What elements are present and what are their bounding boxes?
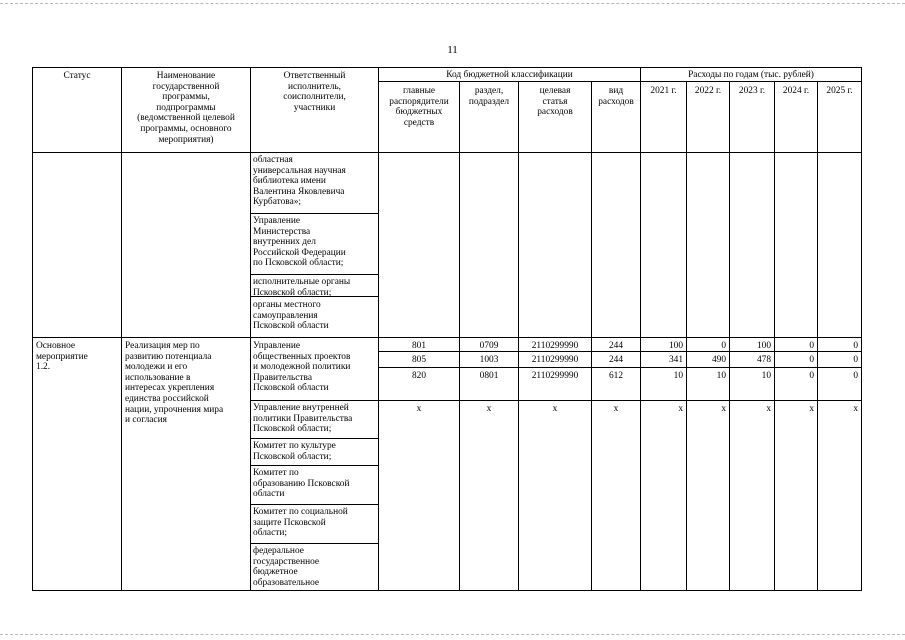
row-divider bbox=[378, 367, 861, 368]
row1-2025: 0 bbox=[853, 341, 858, 351]
header-expenses: Расходы по годам (тыс. рублей) bbox=[688, 70, 814, 80]
col-divider bbox=[686, 81, 687, 591]
header-year-2023: 2023 г. bbox=[738, 86, 766, 96]
x-mark-section: x bbox=[486, 404, 492, 414]
row1-vid: 244 bbox=[608, 341, 624, 351]
row1-section: 0709 bbox=[479, 341, 499, 351]
x-mark-target: x bbox=[552, 404, 558, 414]
row2-2024: 0 bbox=[809, 355, 814, 365]
x-mark-2021: x bbox=[678, 404, 683, 414]
participant-culture-committee: Комитет по культуре Псковской области; bbox=[253, 441, 336, 462]
col-divider bbox=[378, 68, 379, 591]
row2-2025: 0 bbox=[853, 355, 858, 365]
participant-internal-policy: Управление внутренней политики Правительства Псковской области; bbox=[253, 403, 353, 435]
col-divider bbox=[774, 81, 775, 591]
row2-section: 1003 bbox=[479, 355, 499, 365]
col-divider bbox=[121, 68, 122, 591]
row-divider bbox=[250, 504, 378, 505]
row-divider bbox=[33, 337, 861, 338]
header-year-2021: 2021 г. bbox=[650, 86, 677, 96]
col-divider bbox=[518, 81, 519, 591]
row2-target: 2110299990 bbox=[531, 355, 579, 365]
col-divider bbox=[640, 68, 641, 591]
row-divider bbox=[250, 543, 378, 544]
row1-2024: 0 bbox=[809, 341, 814, 351]
row2-vid: 244 bbox=[608, 355, 624, 365]
participant-social-committee: Комитет по социальной защите Псковской области; bbox=[253, 507, 348, 539]
header-year-2022: 2022 г. bbox=[694, 86, 722, 96]
row3-target: 2110299990 bbox=[531, 371, 579, 381]
header-grbs: главные распорядители бюджетных средств bbox=[389, 86, 449, 128]
row1-2022: 0 bbox=[721, 341, 726, 351]
row3-2021: 10 bbox=[673, 371, 683, 381]
participant-education-committee: Комитет по образованию Псковской области bbox=[253, 468, 350, 500]
row3-vid: 612 bbox=[608, 371, 624, 381]
row2-grbs: 805 bbox=[411, 355, 427, 365]
x-mark-2024: x bbox=[809, 404, 814, 414]
header-vid: вид расходов bbox=[598, 86, 634, 107]
activity-name: Реализация мер по развитию потенциала молодежи и его использование в интересах укрепления единства российской нации, упрочнения мира и согласия bbox=[125, 341, 224, 426]
header-budget-code: Код бюджетной классификации bbox=[446, 70, 573, 80]
row2-2023: 478 bbox=[756, 355, 771, 365]
row-divider bbox=[250, 213, 378, 214]
header-status: Статус bbox=[63, 71, 91, 81]
col-divider bbox=[459, 81, 460, 591]
header-year-2025: 2025 г. bbox=[826, 86, 853, 96]
col-divider bbox=[817, 81, 818, 591]
participant-mvd: Управление Министерства внутренних дел Российской Федерации по Псковской области; bbox=[253, 216, 346, 269]
row1-2021: 100 bbox=[668, 341, 683, 351]
x-mark-vid: x bbox=[613, 404, 619, 414]
row2-2022: 490 bbox=[711, 355, 726, 365]
row1-2023: 100 bbox=[756, 341, 771, 351]
scan-artifact-top bbox=[0, 3, 905, 5]
budget-table bbox=[32, 67, 862, 591]
row-divider bbox=[250, 438, 378, 439]
row-divider bbox=[250, 465, 378, 466]
x-mark-2022: x bbox=[721, 404, 726, 414]
row1-target: 2110299990 bbox=[531, 341, 579, 351]
header-year-2024: 2024 г. bbox=[782, 86, 810, 96]
row-divider bbox=[33, 152, 861, 153]
row3-2024: 0 bbox=[809, 371, 814, 381]
row-divider bbox=[250, 274, 378, 275]
row3-2022: 10 bbox=[716, 371, 726, 381]
activity-lead-executor: Управление общественных проектов и молодежной политики Правительства Псковской области bbox=[253, 341, 351, 394]
col-divider bbox=[729, 81, 730, 591]
row3-2023: 10 bbox=[761, 371, 771, 381]
x-mark-2025: x bbox=[853, 404, 858, 414]
row2-2021: 341 bbox=[668, 355, 683, 365]
row3-grbs: 820 bbox=[411, 371, 427, 381]
header-name: Наименование государственной программы, подпрограммы (ведомственной целевой программы, основного мероприятия) bbox=[137, 71, 235, 145]
header-target: целевая статья расходов bbox=[537, 86, 573, 118]
col-divider bbox=[591, 81, 592, 591]
row1-grbs: 801 bbox=[411, 341, 427, 351]
col-divider bbox=[250, 68, 251, 591]
row3-section: 0801 bbox=[479, 371, 499, 381]
participant-library: областная универсальная научная библиотека имени Валентина Яковлевича Курбатова»; bbox=[253, 155, 346, 208]
x-mark-grbs: x bbox=[416, 404, 422, 414]
participant-executive-bodies: исполнительные органы Псковской области; bbox=[253, 277, 351, 298]
row-divider bbox=[378, 81, 861, 82]
activity-status: Основное мероприятие 1.2. bbox=[36, 341, 88, 373]
participant-local-government: органы местного самоуправления Псковской области bbox=[253, 300, 329, 332]
row-divider bbox=[250, 400, 861, 401]
header-responsible: Ответственный исполнитель, соисполнители, участники bbox=[283, 71, 346, 113]
header-section: раздел, подраздел bbox=[468, 86, 510, 107]
row3-2025: 0 bbox=[853, 371, 858, 381]
x-mark-2023: x bbox=[766, 404, 771, 414]
page-number: 11 bbox=[447, 44, 458, 56]
participant-federal-institution: федеральное государственное бюджетное образовательное bbox=[253, 546, 320, 588]
scan-artifact-bottom bbox=[0, 634, 905, 636]
